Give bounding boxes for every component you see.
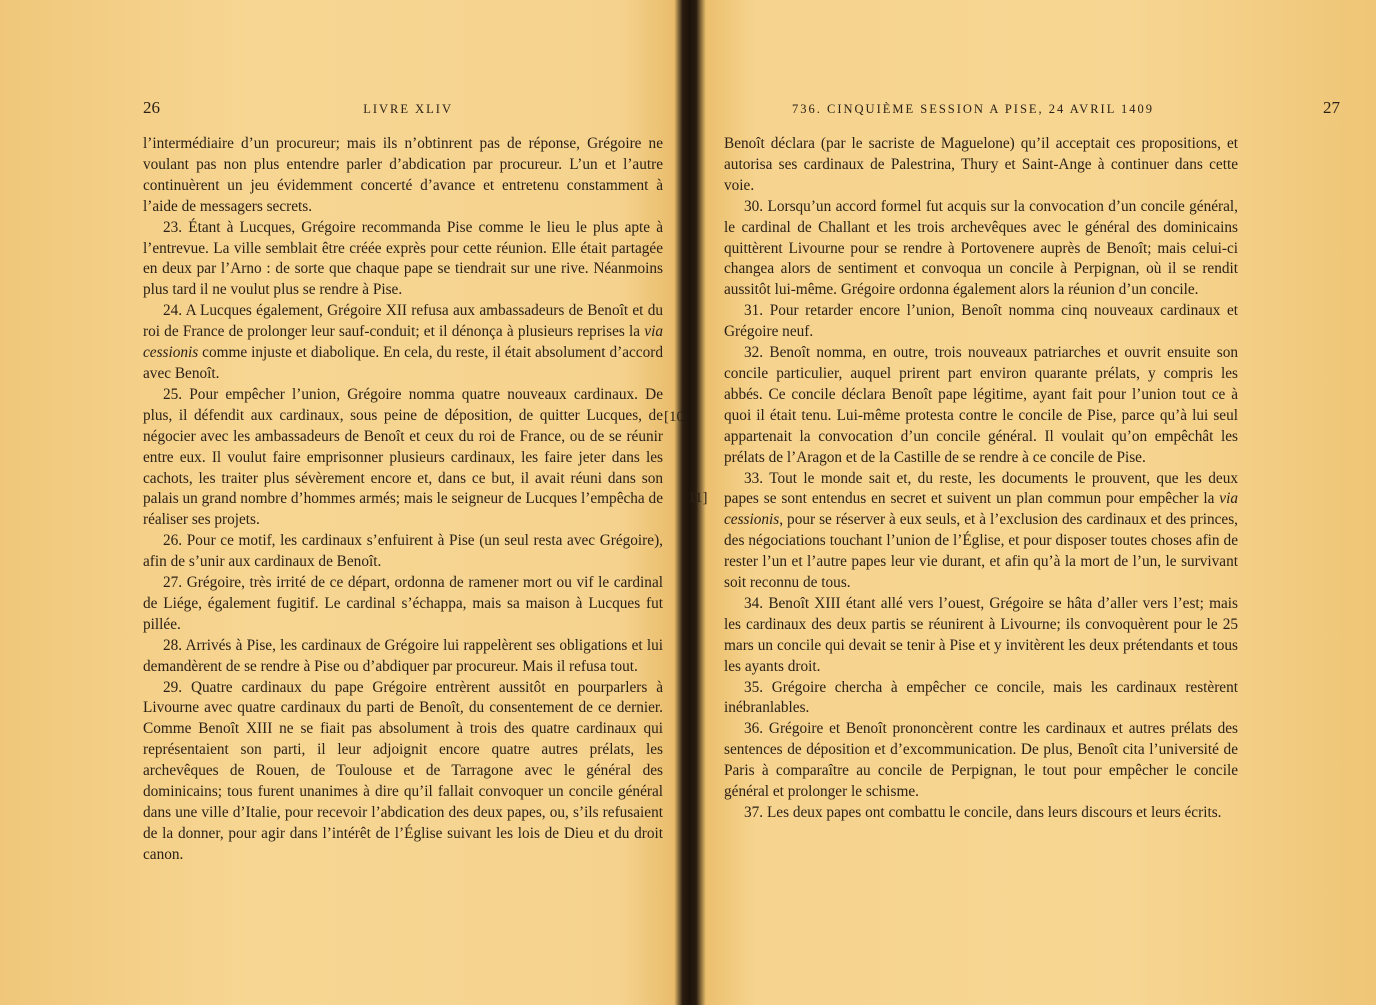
paragraph-33	[724, 469, 1238, 594]
right-page-number: 27	[1323, 98, 1340, 117]
paragraph-33-part-1: 33. Tout le monde sait et, du reste, les documents le prouvent, que les deux papes se sont entendus en secret et suivent un plan commun pour empêcher la	[724, 469, 1238, 508]
paragraph-23: 23. Étant à Lucques, Grégoire recommanda Pise comme le lieu le plus apte à l’entrevue. La ville semblait être créée exprès pour cette réunion. Elle était partagée en deux par l’Arno : de sorte que chaque pape se tiendrait sur une rive. Néanmoins plus tard il ne voulut plus se rendre à Pise.	[143, 218, 663, 299]
paragraph: Benoît déclara (par le sacriste de Maguelone) qu’il acceptait ces propositions, et autorisa ses cardinaux de Palestrina, Thury et Saint-Ange à continuer dans cette voie.	[724, 135, 1238, 194]
paragraph-36: 36. Grégoire et Benoît prononcèrent contre les cardinaux et autres prélats des sentences de déposition et d’excommunication. De plus, Benoît cita l’université de Paris à comparaître au concile de Perpignan, le tout pour empêcher le concile général et prolonger le schisme.	[724, 720, 1238, 801]
via-cessionis-italic: via cessionis	[724, 490, 1238, 529]
paragraph-35: 35. Grégoire chercha à empêcher ce concile, mais les cardinaux restèrent inébranlables.	[724, 678, 1238, 717]
left-page-body	[143, 134, 663, 866]
paragraph: l’intermédiaire d’un procureur; mais ils n’obtinrent pas de réponse, Grégoire ne voulant pas non plus entendre parler d’abdication par procureur. L’un et l’autre continuèrent un jeu évidemment concerté d’avance et entretenu constamment à l’aide de messagers secrets.	[143, 135, 663, 215]
paragraph-27: 27. Grégoire, très irrité de ce départ, ordonna de ramener mort ou vif le cardinal de Liége, également fugitif. Le cardinal s’échappa, mais sa maison à Lucques fut pillée.	[143, 574, 663, 633]
paragraph-24-part-1: 24. A Lucques également, Grégoire XII refusa aux ambassadeurs de Benoît et du roi de France de prolonger leur sauf-conduit; et il dénonça à plusieurs reprises la	[143, 302, 663, 341]
margin-note-right: 11]	[688, 490, 708, 506]
right-page	[688, 0, 1376, 1005]
via-cessionis-italic: via cessionis	[143, 323, 663, 362]
left-running-head: LIVRE XLIV	[363, 102, 453, 116]
paragraph-24-part-2: comme injuste et diabolique. En cela, du reste, il était absolument d’accord avec Benoît.	[143, 344, 663, 382]
paragraph-25: 25. Pour empêcher l’union, Grégoire nomma quatre nouveaux cardinaux. De plus, il défendit aux cardinaux, sous peine de déposition, de quitter Lucques, de négocier avec les ambassadeurs de Benoît et ceux du roi de France, ou de se réunir entre eux. Il voulut faire emprisonner plusieurs cardinaux, les faire jeter dans les cachots, les traiter plus sévèrement encore et, dans ce but, il avait réuni dans son palais un grand nombre d’hommes armés; mais le seigneur de Lucques l’empêcha de réaliser ses projets.	[143, 385, 663, 529]
paragraph-34: 34. Benoît XIII étant allé vers l’ouest, Grégoire se hâta d’aller vers l’est; mais les cardinaux des deux partis se réunirent à Livourne; ils convoquèrent pour le 25 mars un concile qui devait se tenir à Pise et y invitèrent les deux prétendants et tous les ayants droit.	[724, 594, 1238, 675]
paragraph-37: 37. Les deux papes ont combattu le concile, dans leurs discours et leurs écrits.	[744, 804, 1222, 821]
paragraph-26: 26. Pour ce motif, les cardinaux s’enfuirent à Pise (un seul resta avec Grégoire), afin de s’unir aux cardinaux de Benoît.	[143, 532, 663, 571]
right-page-body	[724, 134, 1238, 824]
left-page-number: 26	[143, 98, 160, 117]
margin-note-left: [10	[664, 409, 684, 425]
paragraph-31: 31. Pour retarder encore l’union, Benoît nomma cinq nouveaux cardinaux et Grégoire neuf.	[724, 302, 1238, 341]
paragraph-30: 30. Lorsqu’un accord formel fut acquis sur la convocation d’un concile général, le cardinal de Challant et les trois archevêques avec le général des dominicains quittèrent Livourne pour se rendre à Portovenere auprès de Benoît; mais celui-ci changea alors de sentiment et convoqua un concile à Perpignan, où il se rendit aussitôt lui-même. Grégoire ordonna également alors la réunion d’un concile.	[724, 197, 1238, 299]
paragraph-24	[143, 301, 663, 385]
paragraph-33-part-2: , pour se réserver à eux seuls, et à l’exclusion des cardinaux et des princes, des négociations touchant l’union de l’Église, et pour disposer toutes choses afin de rester l’un et l’autre papes leur vie durant, et afin qu’à la mort de l’un, le survivant soit reconnu de tous.	[724, 511, 1238, 592]
right-page-header	[792, 98, 1340, 120]
right-running-head: 736. CINQUIÈME SESSION A PISE, 24 AVRIL 1409	[792, 102, 1154, 116]
paragraph-29: 29. Quatre cardinaux du pape Grégoire entrèrent aussitôt en pourparlers à Livourne avec quatre cardinaux du parti de Benoît, du consentement de ce dernier. Comme Benoît XIII ne se fiait pas absolument à trois des quatre cardinaux qui représentaient son parti, il leur adjoignit encore quatre autres prélats, les archevêques de Rouen, de Toulouse et de Tarragone avec le général des dominicains; tous furent unanimes à dire qu’il fallait convoquer un concile général dans une ville d’Italie, pour recevoir l’abdication des deux papes, ou, s’ils refusaient de la donner, pour agir dans l’intérêt de l’Église suivant les lois de Dieu et du droit canon.	[143, 678, 663, 863]
left-page-header	[143, 98, 663, 120]
paragraph-32: 32. Benoît nomma, en outre, trois nouveaux patriarches et ouvrit ensuite son concile particulier, auquel prirent part environ quarante prélats, y compris les abbés. Ce concile déclara Benoît pape légitime, ayant fait pour l’union tout ce à quoi il était tenu. Lui-même protesta contre le concile de Pise, parce qu’à lui seul appartenait la convocation d’un concile général. Il voulait qu’on empêchât les prélats de l’Aragon et de la Castille de se rendre à ce concile de Pise.	[724, 344, 1238, 466]
paragraph-28: 28. Arrivés à Pise, les cardinaux de Grégoire lui rappelèrent ses obligations et lui demandèrent de se rendre à Pise ou d’abdiquer par procureur. Mais il refusa tout.	[143, 636, 663, 675]
